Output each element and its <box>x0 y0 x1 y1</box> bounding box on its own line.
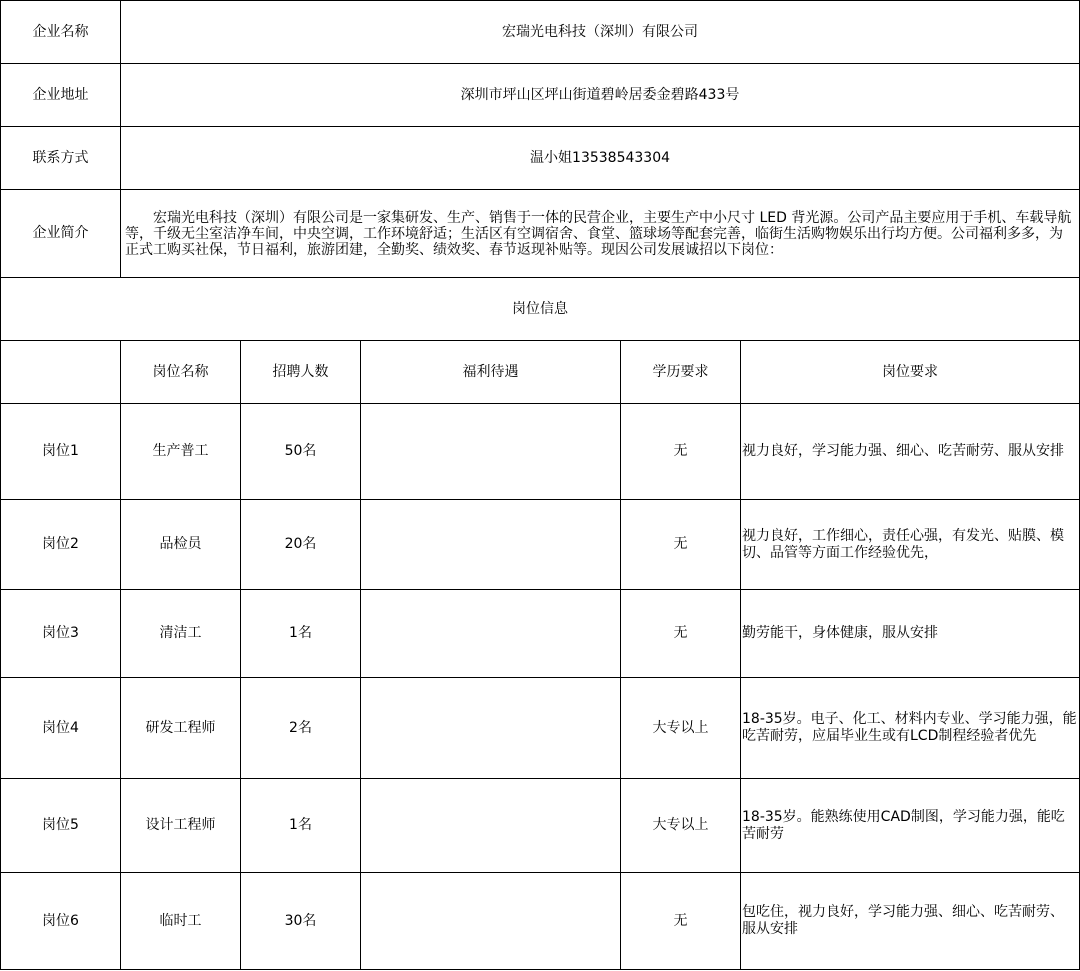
header-benefits: 福利待遇 <box>361 341 621 404</box>
job-count: 50名 <box>241 404 361 500</box>
job-requirements: 18-35岁。电子、化工、材料内专业、学习能力强，能吃苦耐劳，应届毕业生或有LCD制程经验者优先 <box>741 678 1080 779</box>
job-requirements: 勤劳能干，身体健康，服从安排 <box>741 590 1080 678</box>
company-intro-text: 宏瑞光电科技（深圳）有限公司是一家集研发、生产、销售于一体的民营企业，主要生产中小尺寸 LED 背光源。公司产品主要应用于手机、车载导航等，千级无尘室洁净车间，中央空调，工作环境舒适；生活区有空调宿舍、食堂、篮球场等配套完善，临街生活购物娱乐出行均方便。公司福利多多，为正式工购买社保，节日福利，旅游团建，全勤奖、绩效奖、春节返现补贴等。现因公司发展诚招以下岗位： <box>125 209 1072 258</box>
job-benefits <box>361 404 621 500</box>
job-count: 1名 <box>241 779 361 873</box>
table-row <box>1 779 1080 873</box>
jobs-header-row <box>1 341 1080 404</box>
table-row <box>1 678 1080 779</box>
company-intro-cell <box>121 190 1080 278</box>
job-benefits <box>361 590 621 678</box>
job-count: 1名 <box>241 590 361 678</box>
job-education: 无 <box>621 873 741 970</box>
job-title: 清洁工 <box>121 590 241 678</box>
company-address-value: 深圳市坪山区坪山街道碧岭居委金碧路433号 <box>121 64 1080 127</box>
job-education: 无 <box>621 500 741 590</box>
table-row <box>1 500 1080 590</box>
company-address-row <box>1 64 1080 127</box>
header-index <box>1 341 121 404</box>
job-title: 研发工程师 <box>121 678 241 779</box>
contact-value: 温小姐13538543304 <box>121 127 1080 190</box>
company-intro-label: 企业简介 <box>1 190 121 278</box>
job-requirements: 包吃住，视力良好，学习能力强、细心、吃苦耐劳、服从安排 <box>741 873 1080 970</box>
job-education: 大专以上 <box>621 678 741 779</box>
company-name-value: 宏瑞光电科技（深圳）有限公司 <box>121 1 1080 64</box>
job-title: 设计工程师 <box>121 779 241 873</box>
job-title: 生产普工 <box>121 404 241 500</box>
job-title: 临时工 <box>121 873 241 970</box>
job-requirements: 视力良好，工作细心，责任心强，有发光、贴膜、模切、品管等方面工作经验优先， <box>741 500 1080 590</box>
company-name-row <box>1 1 1080 64</box>
table-row <box>1 590 1080 678</box>
jobs-section-title: 岗位信息 <box>1 278 1080 341</box>
header-education: 学历要求 <box>621 341 741 404</box>
contact-row <box>1 127 1080 190</box>
job-index: 岗位6 <box>1 873 121 970</box>
job-education: 无 <box>621 404 741 500</box>
job-count: 20名 <box>241 500 361 590</box>
job-requirements: 视力良好，学习能力强、细心、吃苦耐劳、服从安排 <box>741 404 1080 500</box>
contact-label: 联系方式 <box>1 127 121 190</box>
table-row <box>1 404 1080 500</box>
job-benefits <box>361 678 621 779</box>
table-row <box>1 873 1080 970</box>
job-count: 30名 <box>241 873 361 970</box>
job-requirements: 18-35岁。能熟练使用CAD制图，学习能力强，能吃苦耐劳 <box>741 779 1080 873</box>
company-address-label: 企业地址 <box>1 64 121 127</box>
job-index: 岗位5 <box>1 779 121 873</box>
company-name-label: 企业名称 <box>1 1 121 64</box>
job-index: 岗位1 <box>1 404 121 500</box>
header-count: 招聘人数 <box>241 341 361 404</box>
job-index: 岗位2 <box>1 500 121 590</box>
job-count: 2名 <box>241 678 361 779</box>
job-index: 岗位4 <box>1 678 121 779</box>
job-benefits <box>361 779 621 873</box>
job-title: 品检员 <box>121 500 241 590</box>
jobs-section-row <box>1 278 1080 341</box>
header-requirements: 岗位要求 <box>741 341 1080 404</box>
header-title: 岗位名称 <box>121 341 241 404</box>
job-index: 岗位3 <box>1 590 121 678</box>
job-benefits <box>361 873 621 970</box>
company-intro-row <box>1 190 1080 278</box>
job-education: 大专以上 <box>621 779 741 873</box>
job-education: 无 <box>621 590 741 678</box>
job-benefits <box>361 500 621 590</box>
